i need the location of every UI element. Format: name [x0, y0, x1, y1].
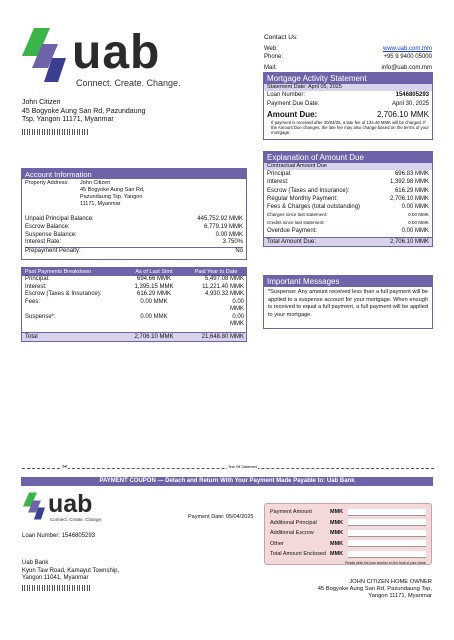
interest-rate-value: 3.750%: [222, 239, 243, 246]
exp-interest-value: 1,392.98 MMK: [389, 179, 429, 186]
escrow-balance-label: Escrow Balance:: [25, 223, 70, 230]
coupon-bank-address: [22, 560, 119, 591]
breakdown-header-last: As of Last Stmt: [135, 269, 173, 275]
escrow-balance-value: 6,779.19 MMK: [203, 223, 243, 230]
suspense-balance-label: Suspense Balance:: [25, 231, 77, 238]
important-messages-body: *Suspense: Any amount received less than a full payment will be applied to a suspense account for your mortgage. When enough is received to equal a full payment, a full payment will be applied to your mortgage.: [268, 289, 428, 318]
coupon-additional-escrow-currency: MMK: [330, 530, 344, 537]
account-information-title: Account Information: [22, 169, 246, 179]
explanation-title: Explanation of Amount Due: [264, 152, 432, 163]
coupon-total-enclosed-input[interactable]: [348, 551, 426, 558]
amount-due-label: Amount Due:: [267, 110, 318, 119]
payment-due-value: April 30, 2025: [391, 101, 429, 107]
breakdown-fees-last: 0.00 MMK: [140, 298, 168, 305]
loan-number-value: 1546805293: [395, 92, 429, 98]
breakdown-header-ytd: Paid Year to Date: [194, 269, 238, 275]
explanation-panel: [263, 151, 433, 247]
bank-line: Yangon 11041, Myanmar: [22, 575, 89, 581]
exp-credits-value: 0.00 MMK: [408, 220, 429, 226]
coupon-payment-date: Payment Date: 05/04/2025: [188, 514, 254, 520]
exp-escrow-label: Escrow (Taxes and Insurance):: [267, 187, 350, 194]
payment-due-label: Payment Due Date:: [267, 101, 320, 107]
exp-monthly-label: Regular Monthly Payment:: [267, 195, 338, 202]
bank-line: Kyun Taw Road, Kamayut Township,: [22, 567, 120, 574]
property-address-label: Property Address:: [25, 180, 69, 186]
exp-interest-label: Interest:: [267, 179, 289, 186]
coupon-payment-table: [264, 503, 432, 565]
exp-credits-label: Credits since last statement:: [267, 220, 325, 226]
customer-address-line2: Tsp, Yangon 11171, Myanmar: [22, 116, 114, 123]
exp-monthly-value: 2,706.10 MMK: [389, 195, 429, 202]
property-address-lines: [80, 180, 145, 208]
coupon-total-enclosed-currency: MMK: [330, 551, 344, 558]
prepayment-penalty-label: Prepayment Penalty:: [25, 248, 81, 255]
coupon-loan-number: Loan Number: 1546805293: [22, 533, 96, 539]
coupon-additional-principal-input[interactable]: [348, 519, 426, 526]
mortgage-activity-panel: [263, 72, 433, 140]
exp-fees-value: 0.00 MMK: [401, 204, 429, 211]
breakdown-escrow-last: 616.29 MMK: [136, 291, 172, 297]
coupon-payment-amount-input[interactable]: [348, 509, 426, 516]
amount-due-value: 2,706.10 MMK: [376, 110, 429, 119]
coupon-logo: [22, 491, 112, 527]
coupon-other-currency: MMK: [330, 540, 344, 547]
bank-line: Uab Bank: [22, 560, 49, 566]
breakdown-principal-label: Principal:: [25, 276, 50, 282]
breakdown-total-last: 2,706.10 MMK: [134, 334, 174, 340]
statement-date: Statement Date: April 05, 2025: [264, 84, 432, 91]
property-line: Pazundaung Tsp, Yangon: [80, 194, 143, 200]
scissors-icon: ✂: [62, 464, 68, 471]
important-messages-panel: [263, 275, 433, 329]
breakdown-escrow-ytd: 4,930.32 MMK: [204, 291, 244, 297]
breakdown-fees-ytd: 0.00 MMK: [230, 298, 244, 312]
breakdown-escrow-label: Escrow (Taxes & Insurance):: [25, 291, 102, 297]
coupon-brand-name: uab: [48, 490, 93, 518]
exp-principal-label: Principal:: [267, 171, 292, 177]
breakdown-interest-label: Interest:: [25, 283, 47, 290]
coupon-other-label: Other: [270, 540, 284, 547]
owner-line: 45 Bogyoke Aung San Rd, Pazundaung Tsp,: [317, 586, 432, 592]
total-amount-due-value: 2,706.10 MMK: [389, 239, 429, 245]
breakdown-fees-label: Fees:: [25, 298, 41, 305]
postal-barcode: [22, 129, 88, 135]
brand-tagline: Connect. Create. Change.: [76, 78, 181, 88]
late-fee-note: If payment is received after 30/04/25, a late fee of 134.49 MMK will be charged. If the Amount Due changes, the late fee may also change based on the terms of your mortgage.: [271, 120, 429, 135]
uab-mark-icon-small: [22, 491, 46, 521]
coupon-total-enclosed-label: Total Amount Enclosed: [270, 551, 326, 558]
exp-escrow-value: 616.29 MMK: [394, 187, 429, 194]
cut-line-text: Tear Off Statement: [228, 465, 258, 469]
coupon-other-input[interactable]: [348, 540, 426, 547]
interest-rate-label: Interest Rate:: [25, 239, 62, 246]
contact-phone-label: Phone:: [264, 54, 284, 60]
cut-line: [22, 464, 434, 474]
exp-overdue-value: 0.00 MMK: [401, 228, 429, 235]
important-messages-title: Important Messages: [264, 276, 432, 287]
property-line: John Citizen: [80, 180, 111, 186]
exp-charges-label: Charges since last statement:: [267, 212, 328, 218]
coupon-banner: PAYMENT COUPON — Detach and Return With Your Payment Made Payable to: Uab Bank: [21, 477, 433, 486]
brand-name: uab: [72, 26, 161, 79]
contact-block: [264, 34, 432, 76]
uab-mark-icon: [20, 26, 68, 84]
customer-address-line1: 45 Bogyoke Aung San Rd, Pazundaung: [22, 107, 146, 115]
breakdown-principal-ytd: 5,497.08 MMK: [204, 276, 244, 282]
coupon-brand-tagline: Connect. Create. Change.: [50, 517, 103, 522]
breakdown-interest-ytd: 11,221.40 MMK: [202, 283, 244, 290]
coupon-additional-principal-currency: MMK: [330, 519, 344, 526]
total-amount-due-label: Total Amount Due:: [267, 239, 317, 245]
coupon-additional-escrow-input[interactable]: [348, 530, 426, 537]
coupon-table-note: Please write the loan number on the front of your check: [345, 560, 426, 565]
customer-name: John Citizen: [22, 99, 61, 106]
breakdown-total-label: Total: [25, 334, 38, 340]
exp-principal-value: 696.83 MMK: [394, 171, 429, 177]
coupon-payment-amount-currency: MMK: [330, 509, 344, 516]
contractual-amount-header: Contractual Amount Due: [264, 163, 432, 170]
property-line: 11171, Myanmar: [80, 201, 121, 207]
loan-number-label: Loan Number:: [267, 92, 306, 98]
owner-line: JOHN CITIZEN HOME OWNER: [349, 579, 432, 585]
breakdown-suspense-label: Suspense*:: [25, 313, 56, 320]
breakdown-interest-last: 1,395.15 MMK: [134, 283, 174, 290]
customer-address: [22, 99, 242, 135]
contact-web-label: Web:: [264, 46, 278, 52]
contact-web-link[interactable]: www.uab.com.mm: [382, 46, 432, 52]
bank-barcode: [22, 585, 92, 591]
unpaid-principal-label: Unpaid Principal Balance:: [25, 216, 94, 222]
contact-mail-value: info@uab.com.mm: [381, 65, 432, 71]
contact-title: Contact Us:: [264, 34, 298, 41]
prepayment-penalty-value: No: [235, 248, 243, 255]
exp-fees-label: Fees & Charges (total outstanding): [267, 204, 361, 211]
coupon-owner-address: [264, 579, 432, 600]
exp-charges-value: 0.00 MMK: [408, 212, 429, 218]
past-payments-panel: [21, 267, 247, 342]
breakdown-total-ytd: 21,648.80 MMK: [201, 334, 244, 340]
contact-phone-value: +95 9 9400 05000: [383, 54, 432, 60]
coupon-payment-amount-label: Payment Amount: [270, 509, 312, 516]
breakdown-suspense-ytd: 0.00 MMK: [230, 313, 244, 327]
account-information-panel: [21, 168, 247, 260]
coupon-additional-principal-label: Additional Principal: [270, 519, 317, 526]
contact-mail-label: Mail:: [264, 65, 277, 71]
unpaid-principal-value: 445,752.92 MMK: [197, 216, 243, 222]
exp-overdue-label: Overdue Payment:: [267, 228, 318, 235]
mortgage-activity-title: Mortgage Activity Statement: [264, 73, 432, 84]
property-line: 45 Bogyoke Aung San Rd,: [80, 187, 145, 193]
brand-logo: [20, 26, 190, 96]
owner-line: Yangon 11171, Myanmar: [368, 593, 432, 599]
coupon-additional-escrow-label: Additional Escrow: [270, 530, 314, 537]
breakdown-suspense-last: 0.00 MMK: [140, 313, 168, 320]
breakdown-principal-last: 694.66 MMK: [136, 276, 172, 282]
breakdown-header-label: Past Payments Breakdown: [25, 269, 92, 275]
suspense-balance-value: 0.00 MMK: [215, 231, 243, 238]
